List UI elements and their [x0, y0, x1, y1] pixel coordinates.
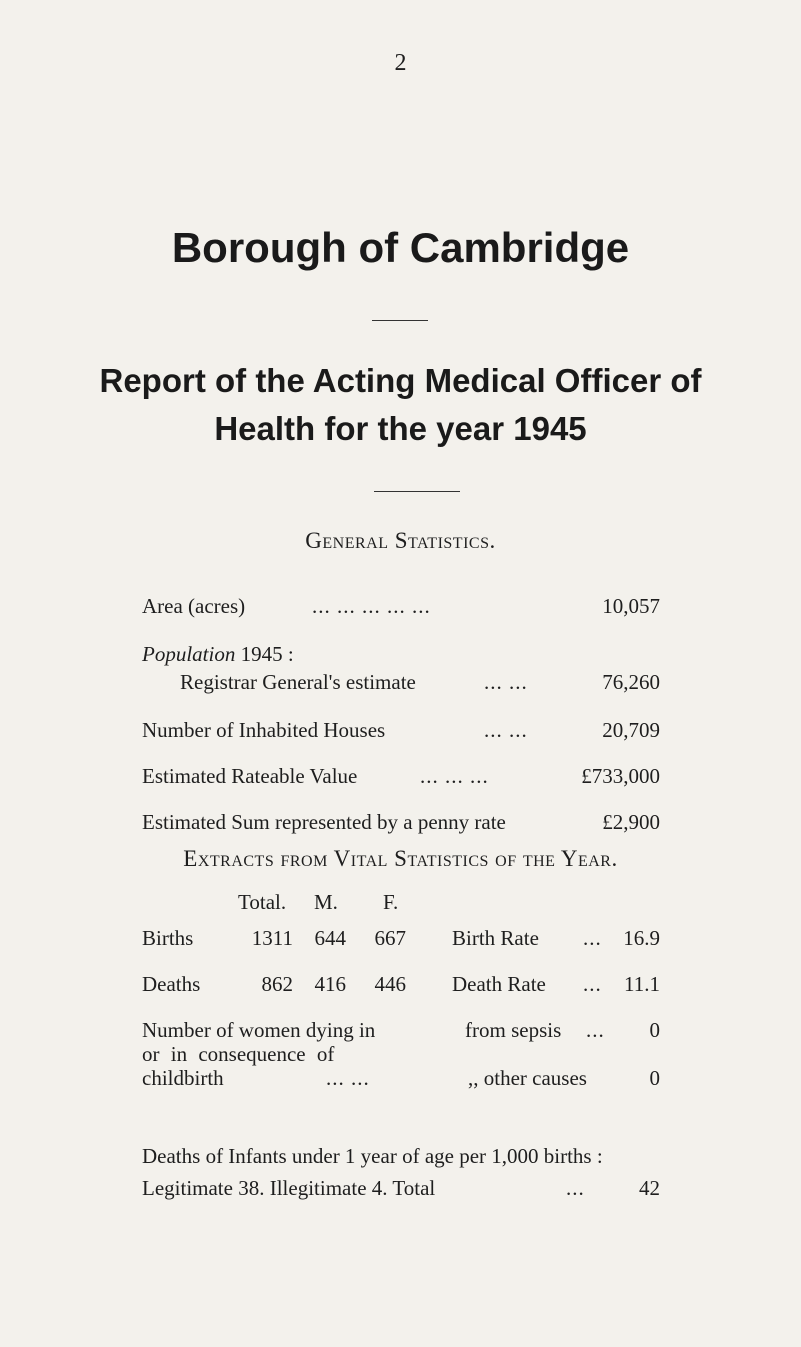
maternal-line-1: Number of women dying in: [142, 1018, 376, 1042]
other-causes-label: ,, other causes: [468, 1066, 587, 1090]
area-label: Area (acres): [142, 594, 246, 618]
deaths-m: 416: [314, 972, 346, 996]
sepsis-dots: ...: [586, 1018, 605, 1042]
births-f: 667: [374, 926, 406, 950]
rateable-dots: ... ... ...: [420, 764, 489, 788]
infant-deaths-dots: ...: [566, 1176, 585, 1200]
column-m-header: M.: [314, 890, 338, 914]
column-total-header: Total.: [238, 890, 287, 914]
report-divider: [374, 491, 460, 492]
area-value: 10,057: [602, 594, 660, 618]
report-title-line-1: Report of the Acting Medical Officer of: [99, 362, 702, 399]
rateable-label: Estimated Rateable Value: [142, 764, 358, 788]
sepsis-value: 0: [649, 1018, 660, 1042]
deaths-total: 862: [261, 972, 293, 996]
area-dots: ... ... ... ... ...: [312, 594, 431, 618]
birth-rate-label: Birth Rate: [452, 926, 539, 950]
infant-deaths-line-1: Deaths of Infants under 1 year of age per 1,000 births :: [142, 1144, 603, 1168]
other-causes-value: 0: [649, 1066, 660, 1090]
infant-deaths-total: 42: [639, 1176, 660, 1200]
vital-statistics-heading: Extracts from Vital Statistics of the Year.: [183, 846, 618, 871]
population-label: Population: [142, 642, 236, 666]
registrar-value: 76,260: [602, 670, 660, 694]
rateable-value: £733,000: [581, 764, 660, 788]
birth-rate-value: 16.9: [623, 926, 660, 950]
houses-value: 20,709: [602, 718, 660, 742]
infant-deaths-line-2: Legitimate 38. Illegitimate 4. Total: [142, 1176, 436, 1200]
births-total: 1311: [251, 926, 293, 950]
maternal-dots: ... ...: [326, 1066, 370, 1090]
deaths-f: 446: [374, 972, 406, 996]
sepsis-label: from sepsis: [465, 1018, 562, 1042]
page-number: 2: [394, 50, 407, 76]
births-m: 644: [314, 926, 346, 950]
penny-value: £2,900: [602, 810, 660, 834]
births-label: Births: [142, 926, 194, 950]
title-divider: [372, 320, 428, 321]
death-rate-value: 11.1: [624, 972, 660, 996]
registrar-label: Registrar General's estimate: [180, 670, 416, 694]
page-title: Borough of Cambridge: [171, 224, 630, 271]
death-rate-dots: ...: [583, 972, 602, 996]
deaths-label: Deaths: [142, 972, 201, 996]
registrar-dots: ... ...: [484, 670, 528, 694]
general-statistics-heading: General Statistics.: [305, 528, 496, 553]
houses-dots: ... ...: [484, 718, 528, 742]
maternal-line-2: or in consequence of: [142, 1042, 335, 1066]
birth-rate-dots: ...: [583, 926, 602, 950]
houses-label: Number of Inhabited Houses: [142, 718, 386, 742]
column-f-header: F.: [383, 890, 399, 914]
maternal-line-3: childbirth: [142, 1066, 224, 1090]
death-rate-label: Death Rate: [452, 972, 546, 996]
population-heading: [142, 642, 294, 667]
penny-label: Estimated Sum represented by a penny rate: [142, 810, 506, 834]
population-year: 1945 :: [240, 642, 294, 666]
report-title-line-2: Health for the year 1945: [214, 410, 587, 447]
